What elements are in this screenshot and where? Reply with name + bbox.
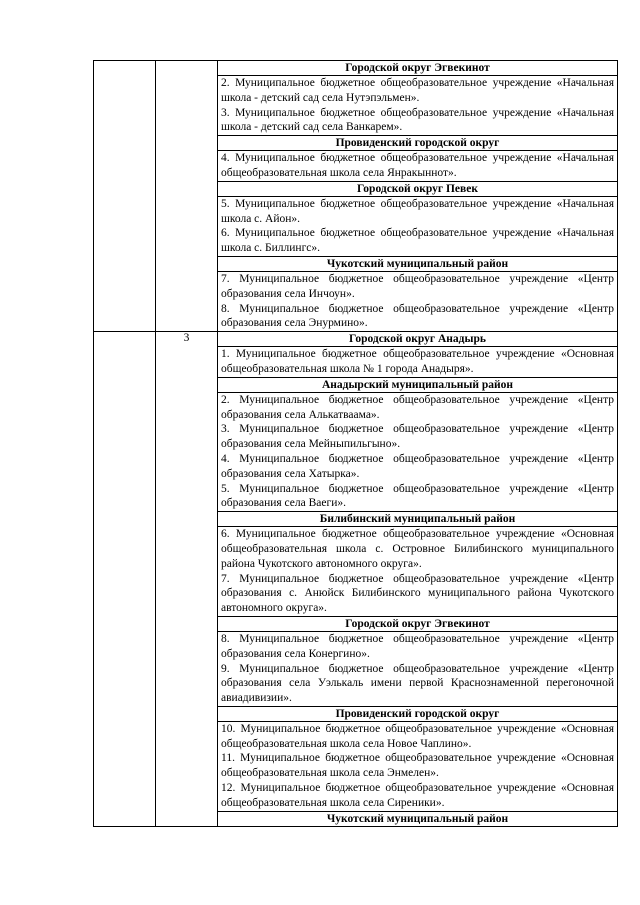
- school-entry: 1. Муниципальное бюджетное общеобразовательное учреждение «Основная общеобразовательная школа № 1 города Анадыря».: [221, 348, 614, 375]
- section-header-row: [94, 61, 618, 76]
- section-items-cell: [218, 721, 618, 811]
- school-entry: 7. Муниципальное бюджетное общеобразовательное учреждение «Центр образования с. Анюйск Билибинского муниципального района Чукотского автономного округа».: [221, 572, 614, 615]
- blank-column-cell: [94, 61, 156, 332]
- school-entry: 12. Муниципальное бюджетное общеобразовательное учреждение «Основная общеобразовательная школа села Сиреники».: [221, 782, 614, 809]
- section-header: Провиденский городской округ: [218, 136, 618, 151]
- document-page: [93, 60, 614, 827]
- school-entry: 9. Муниципальное бюджетное общеобразовательное учреждение «Центр образования села Уэлькаль имени первой Краснознаменной перегоночной авиадивизии».: [221, 662, 614, 705]
- school-entry: 5. Муниципальное бюджетное общеобразовательное учреждение «Центр образования села Ваеги».: [221, 482, 614, 510]
- section-header-row: [94, 332, 618, 347]
- block-number-cell: [156, 61, 218, 332]
- section-header: Анадырский муниципальный район: [218, 377, 618, 392]
- school-entry: 5. Муниципальное бюджетное общеобразовательное учреждение «Начальная школа с. Айон».: [221, 197, 614, 225]
- section-header: Чукотский муниципальный район: [218, 811, 618, 826]
- section-header: Чукотский муниципальный район: [218, 256, 618, 271]
- school-entry: 10. Муниципальное бюджетное общеобразовательное учреждение «Основная общеобразовательная школа села Новое Чаплино».: [221, 722, 614, 750]
- school-entry: 4. Муниципальное бюджетное общеобразовательное учреждение «Начальная общеобразовательная школа села Янракыннот».: [221, 152, 614, 179]
- section-header: Городской округ Эгвекинот: [218, 616, 618, 631]
- section-header: Городской округ Эгвекинот: [218, 61, 618, 76]
- section-header: Провиденский городской округ: [218, 706, 618, 721]
- school-entry: 3. Муниципальное бюджетное общеобразовательное учреждение «Центр образования села Мейныпильгыно».: [221, 423, 614, 451]
- section-items-cell: [218, 527, 618, 617]
- school-entry: 3. Муниципальное бюджетное общеобразовательное учреждение «Начальная школа - детский сад села Ванкарем».: [221, 106, 614, 134]
- schools-table: [93, 60, 618, 827]
- school-entry: 6. Муниципальное бюджетное общеобразовательное учреждение «Начальная школа с. Биллингс».: [221, 227, 614, 255]
- blank-column-cell: [94, 332, 156, 827]
- section-header: Городской округ Анадырь: [218, 332, 618, 347]
- school-entry: 6. Муниципальное бюджетное общеобразовательное учреждение «Основная общеобразовательная школа с. Островное Билибинского муниципального района Чукотского автономного округа».: [221, 528, 614, 570]
- school-entry: 8. Муниципальное бюджетное общеобразовательное учреждение «Центр образования села Энурмино».: [221, 302, 614, 330]
- section-items-cell: [218, 151, 618, 182]
- school-entry: 7. Муниципальное бюджетное общеобразовательное учреждение «Центр образования села Инчоун».: [221, 272, 614, 300]
- section-items-cell: [218, 347, 618, 378]
- school-entry: 4. Муниципальное бюджетное общеобразовательное учреждение «Центр образования села Хатырка».: [221, 452, 614, 480]
- section-items-cell: [218, 631, 618, 706]
- section-items-cell: [218, 392, 618, 511]
- section-items-cell: [218, 271, 618, 331]
- school-entry: 11. Муниципальное бюджетное общеобразовательное учреждение «Основная общеобразовательная школа села Энмелен».: [221, 752, 614, 780]
- school-entry: 2. Муниципальное бюджетное общеобразовательное учреждение «Центр образования села Алькатваама».: [221, 393, 614, 421]
- section-items-cell: [218, 76, 618, 136]
- school-entry: 2. Муниципальное бюджетное общеобразовательное учреждение «Начальная школа - детский сад села Нутэпэльмен».: [221, 77, 614, 104]
- section-items-cell: [218, 196, 618, 256]
- block-number-cell: 3: [156, 332, 218, 827]
- schools-table-body: [94, 61, 618, 827]
- section-header: Городской округ Певек: [218, 181, 618, 196]
- school-entry: 8. Муниципальное бюджетное общеобразовательное учреждение «Центр образования села Конергино».: [221, 632, 614, 660]
- section-header: Билибинский муниципальный район: [218, 512, 618, 527]
